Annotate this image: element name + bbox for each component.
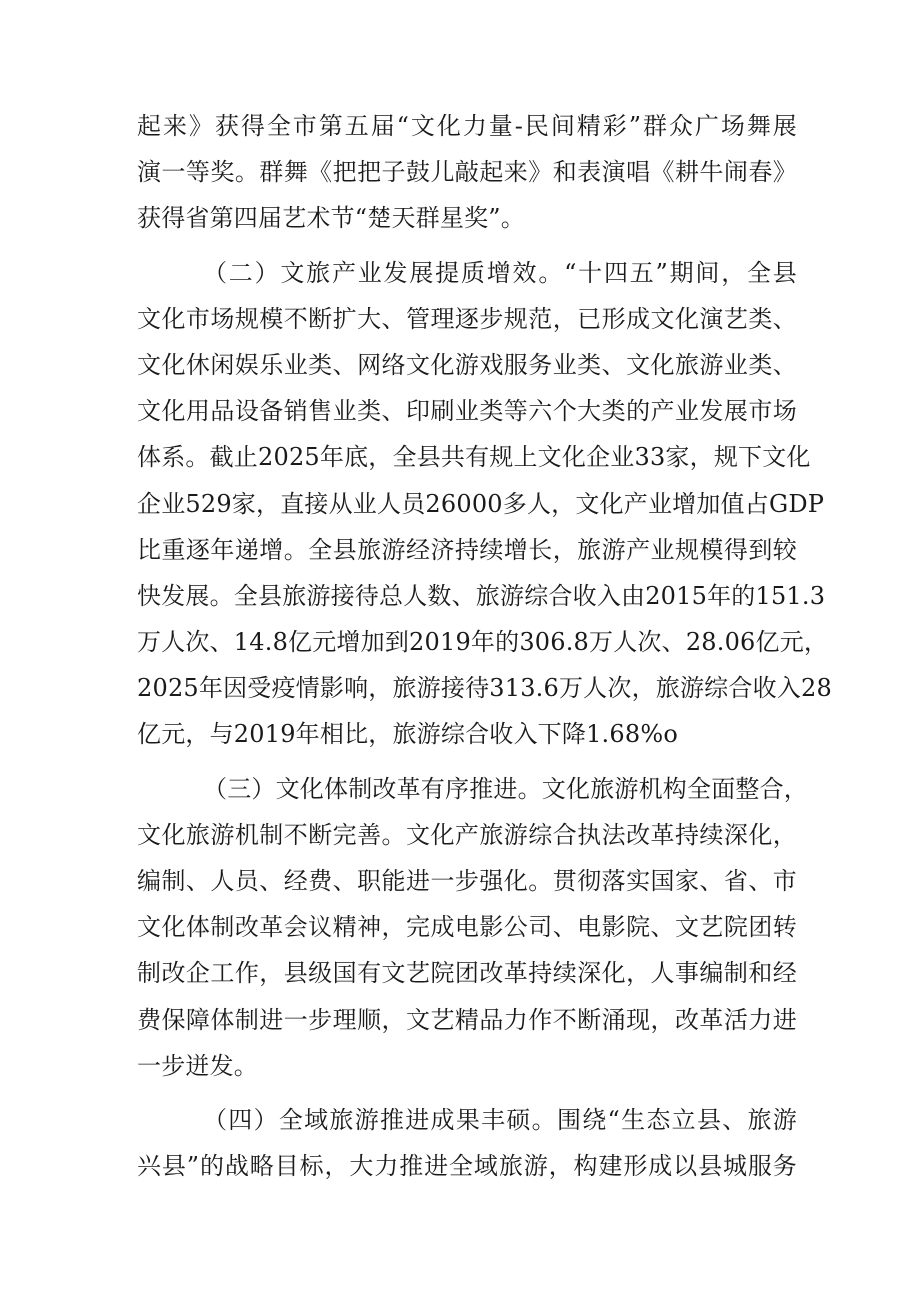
text-line: 制改企工作，县级国有文艺院团改革持续深化，人事编制和经 bbox=[137, 959, 797, 988]
text-line: 编制、人员、经费、职能进一步强化。贯彻落实国家、省、市 bbox=[137, 867, 797, 895]
paragraph-tourism bbox=[137, 1097, 797, 1189]
text-line: 文化休闲娱乐业类、网络文化游戏服务业类、文化旅游业类、 bbox=[137, 350, 797, 379]
text-line: 费保障体制进一步理顺，文艺精品力作不断涌现，改革活力进 bbox=[137, 1005, 797, 1034]
paragraph-gap bbox=[137, 242, 797, 250]
paragraph-gap bbox=[137, 1089, 797, 1097]
text-line: （二）文旅产业发展提质增效。“十四五”期间，全县 bbox=[203, 258, 797, 287]
text-line: 兴县”的战略目标，大力推进全域旅游，构建形成以县城服务 bbox=[137, 1152, 797, 1181]
paragraph-awards bbox=[137, 103, 797, 242]
text-line: 万人次、14.8亿元增加到2019年的306.8万人次、28.06亿元， bbox=[137, 628, 829, 657]
text-line: 文化旅游机制不断完善。文化产旅游综合执法改革持续深化， bbox=[137, 820, 797, 849]
text-line: 起来》获得全市第五届“文化力量-民间精彩”群众广场舞展 bbox=[137, 112, 797, 140]
paragraph-industry bbox=[137, 250, 832, 758]
text-line: （四）全域旅游推进成果丰硕。围绕“生态立县、旅游 bbox=[203, 1105, 797, 1134]
text-line: 快发展。全县旅游接待总人数、旅游综合收入由2015年的151.3 bbox=[137, 581, 826, 610]
text-line: 比重逐年递增。全县旅游经济持续增长，旅游产业规模得到较 bbox=[137, 535, 797, 564]
text-line: 文化体制改革会议精神，完成电影公司、电影院、文艺院团转 bbox=[137, 913, 797, 942]
text-line: （三）文化体制改革有序推进。文化旅游机构全面整合， bbox=[203, 774, 808, 803]
text-line: 文化用品设备销售业类、印刷业类等六个大类的产业发展市场 bbox=[137, 397, 797, 426]
text-line: 企业529家，直接从业人员26000多人，文化产业增加值占GDP bbox=[137, 489, 825, 518]
text-line: 2025年因受疫情影响，旅游接待313.6万人次，旅游综合收入28 bbox=[137, 674, 832, 703]
paragraph-reform bbox=[137, 766, 808, 1089]
document-body bbox=[137, 103, 832, 1189]
text-line: 一步迸发。 bbox=[137, 1051, 258, 1080]
paragraph-gap bbox=[137, 758, 797, 766]
text-line: 体系。截止2025年底，全县共有规上文化企业33家，规下文化 bbox=[137, 443, 811, 472]
text-line: 亿元，与2019年相比，旅游综合收入下降1.68%o bbox=[137, 720, 678, 749]
text-line: 获得省第四届艺术节“楚天群星奖”。 bbox=[137, 204, 525, 233]
text-line: 文化市场规模不断扩大、管理逐步规范，已形成文化演艺类、 bbox=[137, 304, 797, 333]
text-line: 演一等奖。群舞《把把子鼓儿敲起来》和表演唱《耕牛闹春》 bbox=[137, 158, 797, 187]
